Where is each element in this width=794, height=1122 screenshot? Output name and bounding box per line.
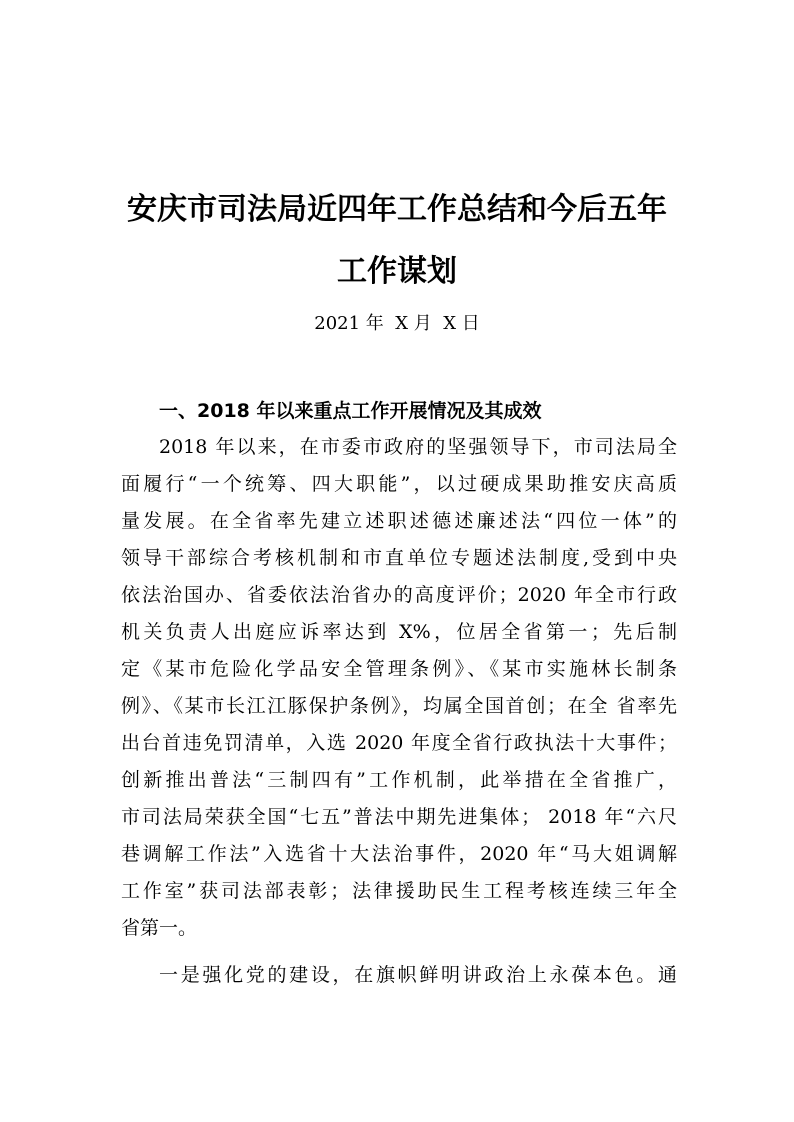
paragraph-line: 定《某市危险化学品安全管理条例》、《某市实施林长制条	[121, 658, 677, 680]
paragraph-line: 例》、《某市长江江豚保护条例》，均属全国首创；在全 省率先	[121, 695, 677, 717]
paragraph-line: 机关负责人出庭应诉率达到 X%，位居全省第一；先后制	[121, 621, 677, 643]
paragraph-line: 一是强化党的建设，在旗帜鲜明讲政治上永葆本色。通	[159, 964, 677, 986]
paragraph-line: 面履行“一个统筹、四大职能”，以过硬成果助推安庆高质	[121, 473, 677, 495]
paragraph-line: 领导干部综合考核机制和市直单位专题述法制度,受到中央	[121, 547, 677, 569]
section-heading: 一、2018 年以来重点工作开展情况及其成效	[159, 400, 542, 422]
document-title-line-1: 安庆市司法局近四年工作总结和今后五年	[127, 192, 667, 227]
paragraph-line: 2018 年以来，在市委市政府的坚强领导下，市司法局全	[159, 436, 677, 458]
paragraph-line: 巷调解工作法”入选省十大法治事件，2020 年“马大姐调解	[121, 843, 677, 865]
paragraph-line: 依法治国办、省委依法治省办的高度评价；2020 年全市行政	[121, 584, 677, 606]
paragraph-line: 省第一。	[121, 917, 198, 939]
paragraph-line: 创新推出普法“三制四有”工作机制，此举措在全省推广，	[121, 769, 677, 791]
document-title-line-2: 工作谋划	[337, 254, 457, 289]
paragraph-line: 出台首违免罚清单，入选 2020 年度全省行政执法十大事件；	[121, 732, 677, 754]
document-date: 2021 年 X 月 X 日	[314, 313, 480, 334]
paragraph-line: 市司法局荣获全国“七五”普法中期先进集体； 2018 年“六尺	[121, 806, 677, 828]
paragraph-line: 工作室”获司法部表彰；法律援助民生工程考核连续三年全	[121, 880, 677, 902]
paragraph-line: 量发展。在全省率先建立述职述德述廉述法“四位一体”的	[121, 510, 677, 532]
